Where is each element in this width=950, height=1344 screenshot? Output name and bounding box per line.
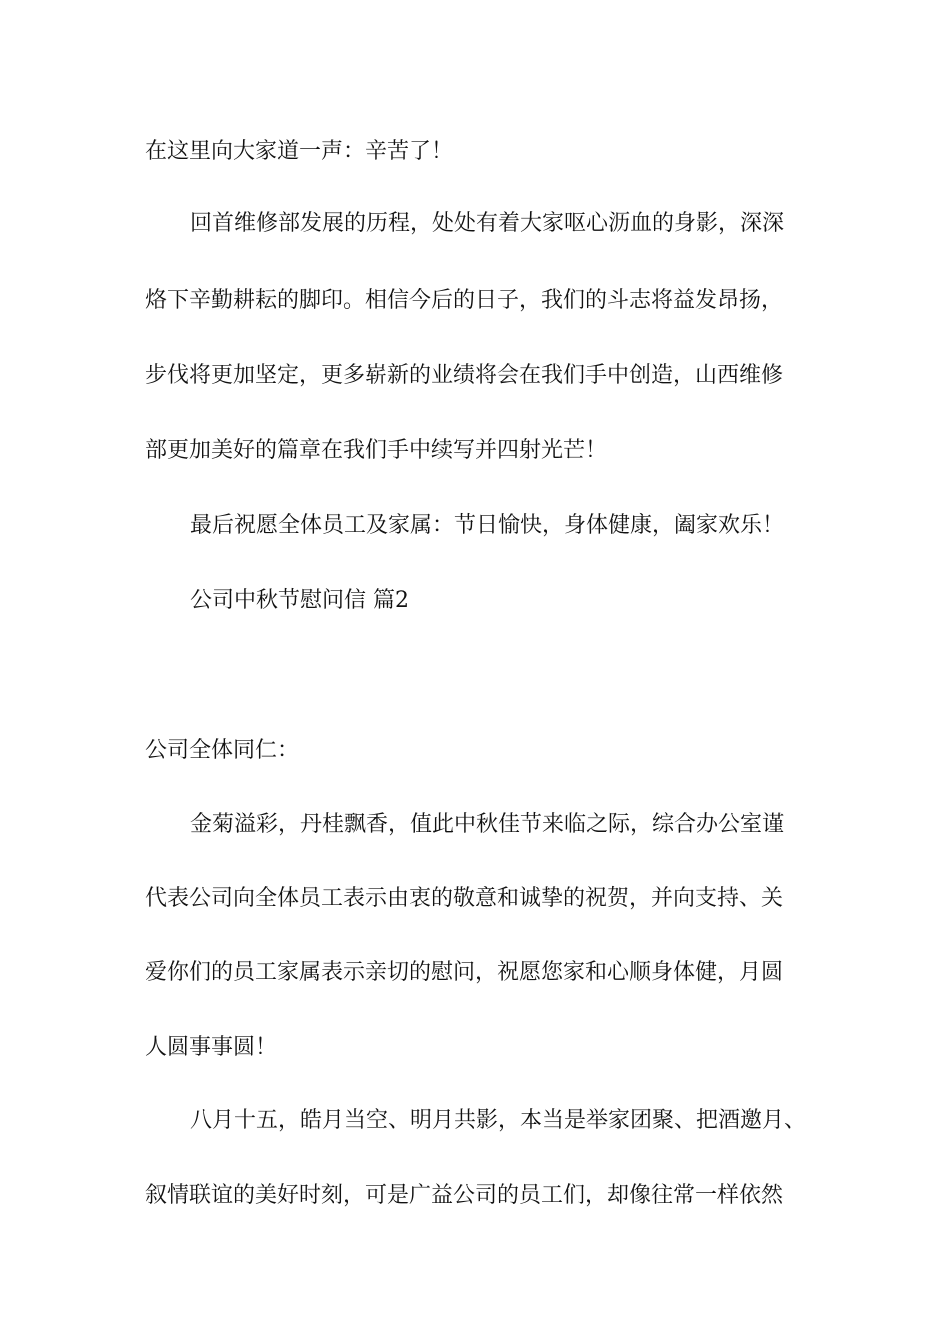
text-line-closing-thanks: 在这里向大家道一声：辛苦了！ [145,139,454,164]
text-line: 爱你们的员工家属表示亲切的慰问，祝愿您家和心顺身体健，月圆 [145,960,784,985]
text-line-paragraph-start: 回首维修部发展的历程，处处有着大家呕心沥血的身影，深深 [190,211,785,236]
text-line: 步伐将更加坚定，更多崭新的业绩将会在我们手中创造，山西维修 [145,363,784,388]
text-line: 叙情联谊的美好时刻，可是广益公司的员工们，却像往常一样依然 [145,1183,784,1208]
section-heading: 公司中秋节慰问信 篇2 [190,588,409,613]
text-line-wishes: 最后祝愿全体员工及家属：节日愉快，身体健康，阖家欢乐！ [190,513,785,538]
text-line: 烙下辛勤耕耘的脚印。相信今后的日子，我们的斗志将益发昂扬， [145,288,784,313]
text-line: 代表公司向全体员工表示由衷的敬意和诚挚的祝贺，并向支持、关 [145,886,784,911]
salutation: 公司全体同仁： [145,738,300,763]
text-line: 人圆事事圆！ [145,1035,278,1060]
text-line-paragraph-start: 八月十五，皓月当空、明月共影，本当是举家团聚、把酒邀月、 [190,1108,807,1133]
text-line: 部更加美好的篇章在我们手中续写并四射光芒！ [145,438,608,463]
text-line-paragraph-start: 金菊溢彩，丹桂飘香，值此中秋佳节来临之际，综合办公室谨 [190,812,785,837]
